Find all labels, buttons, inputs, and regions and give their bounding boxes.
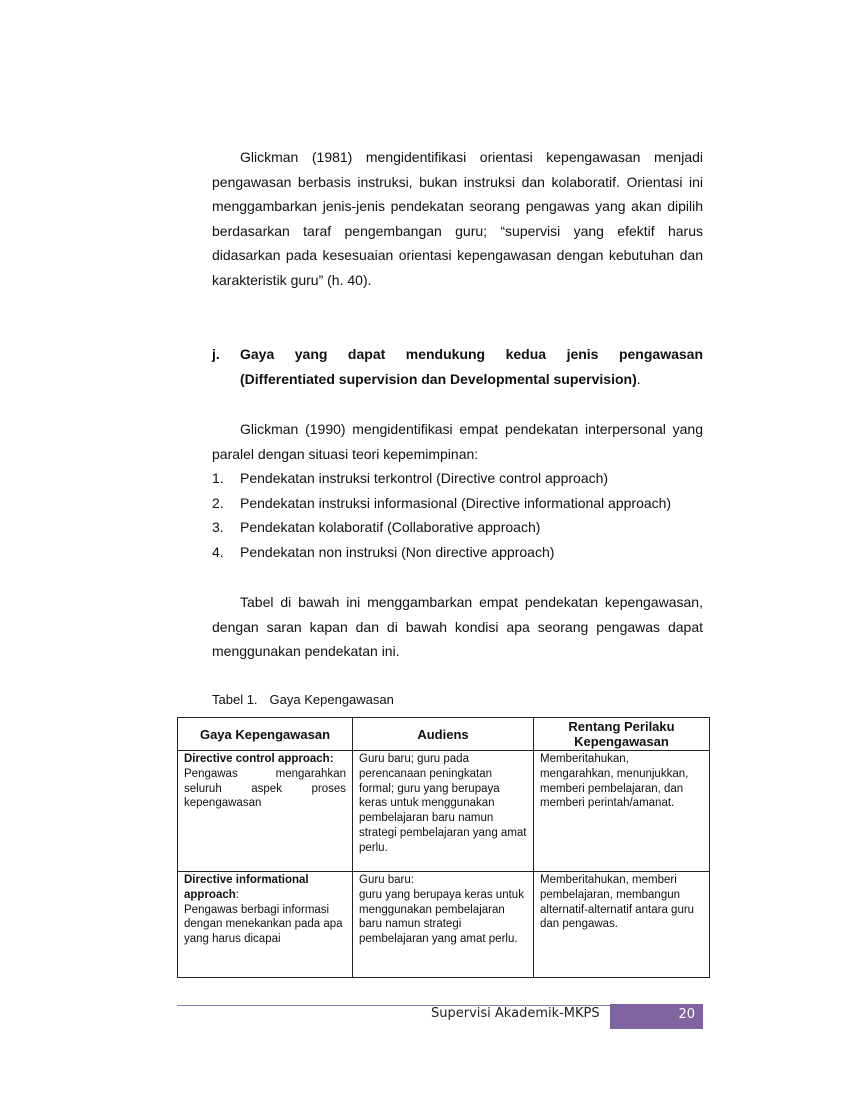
cell-behavior: Memberitahukan, mengarahkan, menunjukkan, memberi pembelajaran, dan memberi perintah/amanat. <box>534 751 710 872</box>
style-title: Directive informational approach <box>184 874 309 901</box>
paragraph-glickman-1981: Glickman (1981) mengidentifikasi orientasi kepengawasan menjadi pengawasan berbasis instruksi, bukan instruksi dan kolaboratif. Orientasi ini menggambarkan jenis-jenis pendekatan seorang pengawas yang akan dipilih berdasarkan taraf pengembangan guru; “supervisi yang efektif harus didasarkan pada kesesuaian orientasi kepengawasan dengan kebutuhan dan karakteristik guru” (h. 40). <box>212 149 703 288</box>
section-heading-j <box>212 342 703 391</box>
cell-style <box>178 751 353 872</box>
section-heading-line1: Gaya yang dapat mendukung kedua jenis pengawasan <box>240 346 703 362</box>
header-audience: Audiens <box>353 718 534 751</box>
audience-line1: Guru baru: <box>359 874 414 886</box>
table-header-row <box>178 718 710 751</box>
paragraph-table-intro: Tabel di bawah ini menggambarkan empat pendekatan kepengawasan, dengan saran kapan dan di bawah kondisi apa seorang pengawas dapat menggunakan pendekatan ini. <box>212 594 703 660</box>
caption-title: Gaya Kepengawasan <box>269 692 394 707</box>
list-number: 3. <box>212 519 224 536</box>
cell-style <box>178 872 353 978</box>
page-number: 20 <box>610 1004 703 1029</box>
table-row <box>178 751 710 872</box>
cell-audience <box>353 872 534 978</box>
style-description: Pengawas mengarahkan seluruh aspek proses kepengawasan <box>184 767 346 810</box>
style-description: Pengawas berbagi informasi dengan menekankan pada apa yang harus dicapai <box>184 903 343 946</box>
section-heading-line2: (Differentiated supervision dan Developmental supervision) <box>240 370 637 387</box>
table-row <box>178 872 710 978</box>
supervision-style-table <box>177 717 710 978</box>
footer-title: Supervisi Akademik-MKPS <box>431 1006 600 1021</box>
audience-text: guru yang berupaya keras untuk menggunakan pembelajaran baru namun strategi pembelajaran yang amat perlu. <box>359 888 524 946</box>
header-behavior: Rentang Perilaku Kepengawasan <box>534 718 710 751</box>
header-style: Gaya Kepengawasan <box>178 718 353 751</box>
list-text: Pendekatan non instruksi (Non directive approach) <box>240 543 555 560</box>
style-title-colon: : <box>235 888 239 901</box>
list-number: 1. <box>212 470 224 486</box>
approach-list <box>212 466 703 564</box>
list-item <box>212 540 703 565</box>
list-text: Pendekatan instruksi terkontrol (Directive control approach) <box>240 470 609 486</box>
list-number: 4. <box>212 543 224 560</box>
cell-behavior: Memberitahukan, memberi pembelajaran, membangun alternatif-alternatif antara guru dan pengawas. <box>534 872 710 978</box>
list-text: Pendekatan instruksi informasional (Directive informational approach) <box>240 494 672 511</box>
paragraph-glickman-1990: Glickman (1990) mengidentifikasi empat pendekatan interpersonal yang paralel dengan situasi teori kepemimpinan: <box>212 421 703 462</box>
cell-audience: Guru baru; guru pada perencanaan peningkatan formal; guru yang berupaya keras untuk menggunakan pembelajaran baru namun strategi pembelajaran yang amat perlu. <box>353 751 534 872</box>
list-text: Pendekatan kolaboratif (Collaborative approach) <box>240 519 541 536</box>
list-item <box>212 466 703 491</box>
list-number: 2. <box>212 494 224 511</box>
section-heading-period: . <box>636 370 641 387</box>
style-title: Directive control approach: <box>184 753 334 765</box>
table-caption <box>212 692 394 707</box>
list-item <box>212 491 703 516</box>
section-marker: j. <box>212 346 220 362</box>
list-item <box>212 515 703 540</box>
caption-label: Tabel 1. <box>212 692 258 707</box>
